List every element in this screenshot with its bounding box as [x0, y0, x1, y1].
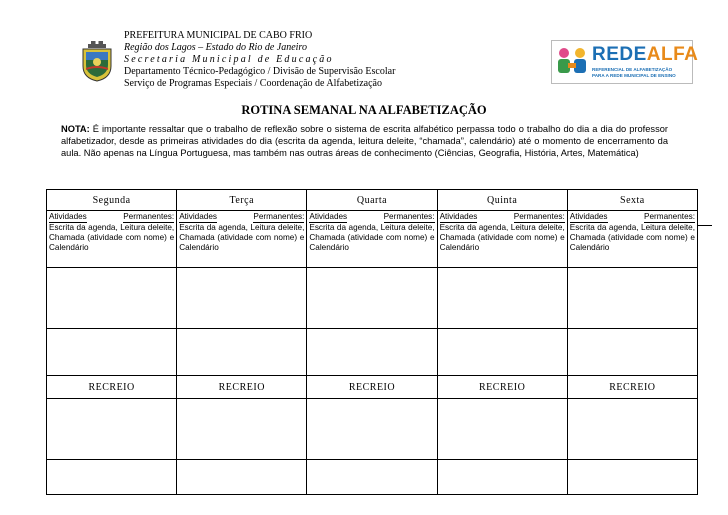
redealfa-logo	[551, 40, 699, 84]
empty-cell	[307, 329, 437, 376]
empty-cell	[177, 399, 307, 460]
empty-cell	[177, 268, 307, 329]
nota-text: É importante ressaltar que o trabalho de reflexão sobre o sistema de escrita alfabético perpassa todo o trabalho do dia a dia do professor alfabetizador, desde as primeiras atividades do dia (escrita da agenda, leitura deleite, “chamada”, calendário) até o momento de encerramento da aula. Não apenas na Língua Portuguesa, mas também nas outras áreas de conhecimento (Ciências, Geografia, História, Artes, Matemática)	[61, 124, 668, 158]
empty-cell	[307, 460, 437, 495]
table-header-row	[47, 190, 698, 211]
empty-cell	[47, 268, 177, 329]
permanent-activities-cell: Atividades Permanentes: Escrita da agenda, Leitura deleite, Chamada (atividade com nome) e Calendário	[567, 211, 697, 268]
empty-cell	[567, 268, 697, 329]
empty-cell	[47, 460, 177, 495]
day-header-quarta: Quarta	[307, 190, 437, 211]
recreio-cell: RECREIO	[47, 376, 177, 399]
header-line-regiao: Região dos Lagos – Estado do Rio de Janeiro	[124, 42, 307, 53]
empty-row	[47, 399, 698, 460]
recreio-cell: RECREIO	[307, 376, 437, 399]
municipal-crest-icon	[80, 40, 114, 82]
nota-paragraph	[61, 123, 668, 159]
empty-cell	[47, 329, 177, 376]
recreio-cell: RECREIO	[177, 376, 307, 399]
permanent-activities-cell: Atividades Permanentes: Escrita da agenda, Leitura deleite, Chamada (atividade com nome) e Calendário	[437, 211, 567, 268]
header-institution	[124, 30, 395, 90]
day-header-quinta: Quinta	[437, 190, 567, 211]
header-line-servico: Serviço de Programas Especiais / Coordenação de Alfabetização	[124, 78, 382, 89]
empty-cell	[437, 268, 567, 329]
permanent-activities-cell: Atividades Permanentes: Escrita da agenda, Leitura deleite, Chamada (atividade com nome) e Calendário	[307, 211, 437, 268]
nota-label: NOTA:	[61, 124, 90, 134]
empty-cell	[437, 399, 567, 460]
empty-cell	[437, 329, 567, 376]
empty-cell	[567, 460, 697, 495]
empty-cell	[177, 329, 307, 376]
empty-row	[47, 329, 698, 376]
recreio-cell: RECREIO	[567, 376, 697, 399]
empty-row	[47, 460, 698, 495]
header-line-secretaria: Secretaria Municipal de Educação	[124, 54, 334, 65]
logo-title: REDEALFA	[592, 44, 699, 65]
recreio-row	[47, 376, 698, 399]
empty-cell	[307, 399, 437, 460]
day-header-sexta: Sexta	[567, 190, 697, 211]
empty-cell	[47, 399, 177, 460]
children-figures-icon	[555, 45, 589, 79]
empty-cell	[177, 460, 307, 495]
permanent-activities-cell: Atividades Permanentes: Escrita da agenda, Leitura deleite, Chamada (atividade com nome) e Calendário	[47, 211, 177, 268]
empty-row	[47, 268, 698, 329]
empty-cell	[567, 399, 697, 460]
logo-subtitle: REFERENCIAL DE ALFABETIZAÇÃO PARA A REDE MUNICIPAL DE ENSINO	[592, 67, 676, 78]
table-edge-line	[697, 225, 712, 226]
empty-cell	[437, 460, 567, 495]
header-line-prefeitura: PREFEITURA MUNICIPAL DE CABO FRIO	[124, 30, 313, 41]
weekly-routine-table	[46, 189, 698, 495]
recreio-cell: RECREIO	[437, 376, 567, 399]
empty-cell	[307, 268, 437, 329]
empty-cell	[567, 329, 697, 376]
header-line-departamento: Departamento Técnico-Pedagógico / Divisão de Supervisão Escolar	[124, 66, 396, 77]
permanent-activities-row	[47, 211, 698, 268]
page-title: ROTINA SEMANAL NA ALFABETIZAÇÃO	[241, 103, 487, 117]
permanent-activities-cell: Atividades Permanentes: Escrita da agenda, Leitura deleite, Chamada (atividade com nome) e Calendário	[177, 211, 307, 268]
day-header-terca: Terça	[177, 190, 307, 211]
day-header-segunda: Segunda	[47, 190, 177, 211]
